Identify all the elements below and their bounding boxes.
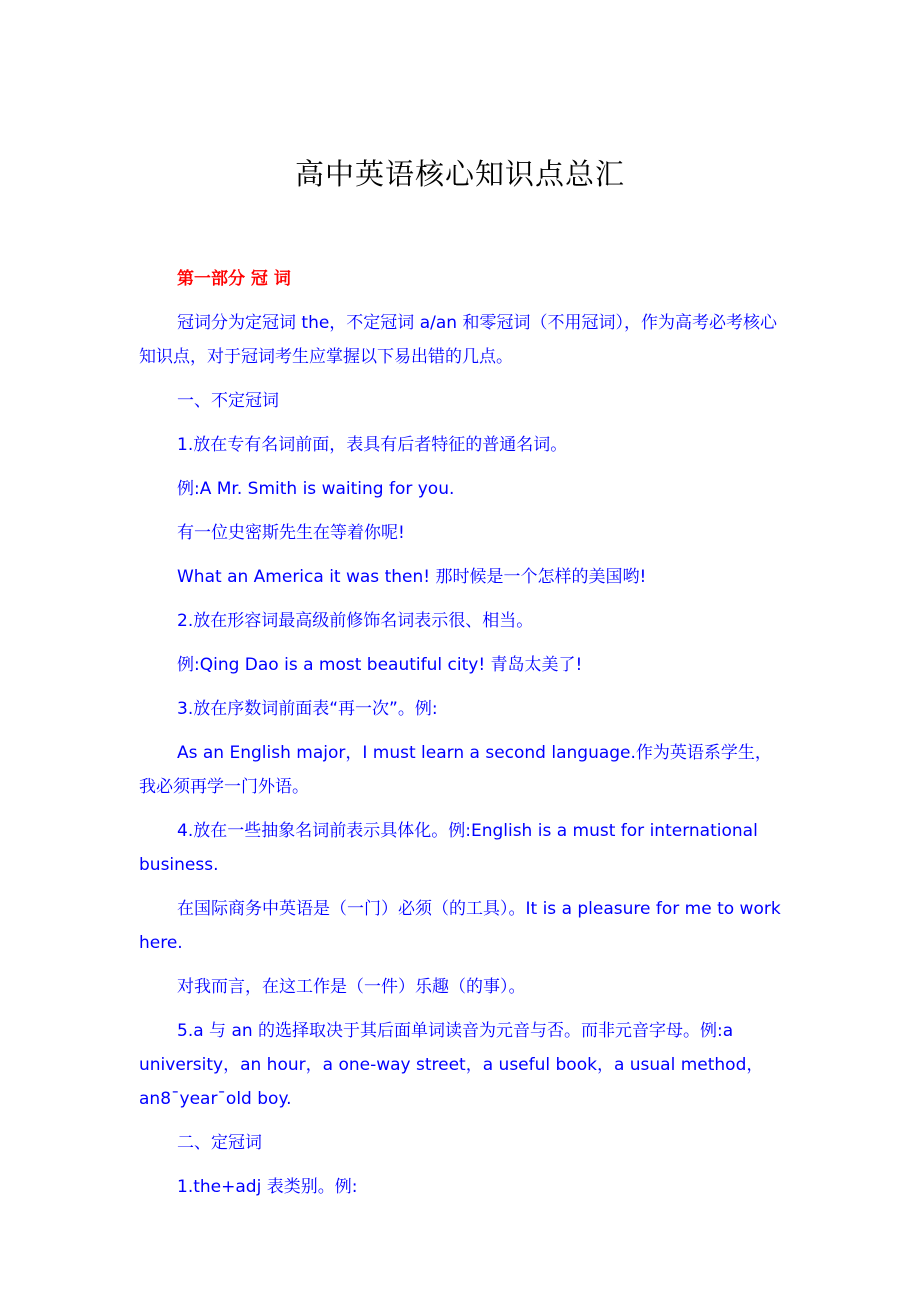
rule-5: 5.a 与 an 的选择取决于其后面单词读音为元音与否。而非元音字母。例:a university，an hour，a one-way street，a useful book，a usual method，an8¯year¯old boy. — [139, 1021, 764, 1109]
rule-3: 3.放在序数词前面表“再一次”。例: — [177, 699, 438, 719]
document-body — [139, 262, 785, 1204]
rule-2: 2.放在形容词最高级前修饰名词表示很、相当。 — [177, 611, 534, 631]
rule-1-example: 例:A Mr. Smith is waiting for you. — [177, 479, 455, 499]
rule-3-example: As an English major，I must learn a second language.作为英语系学生，我必须再学一门外语。 — [139, 743, 772, 797]
rule-1: 1.放在专有名词前面，表具有后者特征的普通名词。 — [177, 435, 568, 455]
intro-paragraph: 冠词分为定冠词 the，不定冠词 a/an 和零冠词（不用冠词），作为高考必考核心知识点，对于冠词考生应掌握以下易出错的几点。 — [139, 313, 777, 367]
definite-rule-1: 1.the+adj 表类别。例: — [177, 1177, 358, 1197]
rule-4-translation: 在国际商务中英语是（一门）必须（的工具）。It is a pleasure for me to work here. — [139, 899, 781, 953]
rule-4-translation-2: 对我而言，在这工作是（一件）乐趣（的事）。 — [177, 977, 526, 997]
rule-1-example-2: What an America it was then! 那时候是一个怎样的美国哟! — [177, 567, 647, 587]
subheading-definite-article: 二、定冠词 — [177, 1133, 262, 1153]
rule-1-translation: 有一位史密斯先生在等着你呢! — [177, 523, 405, 543]
document-title: 高中英语核心知识点总汇 — [294, 157, 625, 191]
subheading-indefinite-article: 一、不定冠词 — [177, 391, 279, 411]
rule-4: 4.放在一些抽象名词前表示具体化。例:English is a must for international business. — [139, 821, 758, 875]
rule-2-example: 例:Qing Dao is a most beautiful city! 青岛太美了! — [177, 655, 583, 675]
section-heading-articles: 第一部分 冠 词 — [177, 269, 291, 289]
